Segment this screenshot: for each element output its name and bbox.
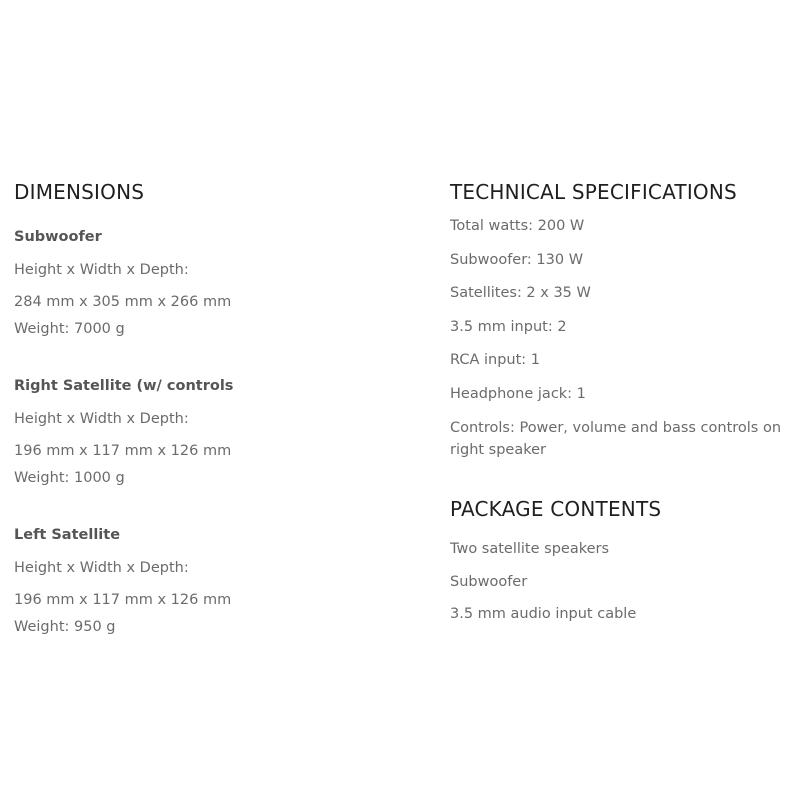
hwd-label: Height x Width x Depth: [14, 411, 189, 427]
dimension-group-left-satellite [14, 525, 414, 637]
spec-item: Satellites: 2 x 35 W [450, 285, 591, 301]
spec-item: Headphone jack: 1 [450, 385, 586, 402]
dimension-group-right-satellite [14, 376, 414, 488]
dimensions-heading: DIMENSIONS [14, 180, 145, 204]
package-item: Two satellite speakers [450, 541, 610, 557]
dimension-values: 196 mm x 117 mm x 126 mm [14, 443, 232, 459]
hwd-label: Height x Width x Depth: [14, 560, 189, 576]
dimension-values: 284 mm x 305 mm x 266 mm [14, 294, 232, 310]
weight-value: Weight: 950 g [14, 619, 116, 635]
tech-specs-heading: TECHNICAL SPECIFICATIONS [450, 180, 737, 204]
spec-item: Controls: Power, volume and bass controls on right speaker [450, 420, 782, 458]
dimension-group-name: Right Satellite (w/ controls [14, 378, 234, 394]
spec-item: Total watts: 200 W [450, 218, 585, 234]
dimension-group-name: Left Satellite [14, 527, 121, 543]
hwd-label: Height x Width x Depth: [14, 262, 189, 278]
weight-value: Weight: 1000 g [14, 470, 125, 486]
dimension-values: 196 mm x 117 mm x 126 mm [14, 592, 232, 608]
package-item: 3.5 mm audio input cable [450, 606, 637, 622]
dimensions-section [14, 178, 414, 637]
weight-value: Weight: 7000 g [14, 321, 125, 337]
spec-item: 3.5 mm input: 2 [450, 318, 567, 335]
spec-item: Subwoofer: 130 W [450, 251, 584, 268]
package-item: Subwoofer [450, 573, 528, 590]
tech-specs-list [450, 216, 790, 461]
dimension-group-subwoofer [14, 227, 414, 339]
dimension-group-name: Subwoofer [14, 229, 102, 245]
spec-item: RCA input: 1 [450, 352, 541, 368]
package-contents-heading: PACKAGE CONTENTS [450, 497, 662, 521]
package-contents-list [450, 539, 790, 624]
specs-section [450, 178, 790, 637]
